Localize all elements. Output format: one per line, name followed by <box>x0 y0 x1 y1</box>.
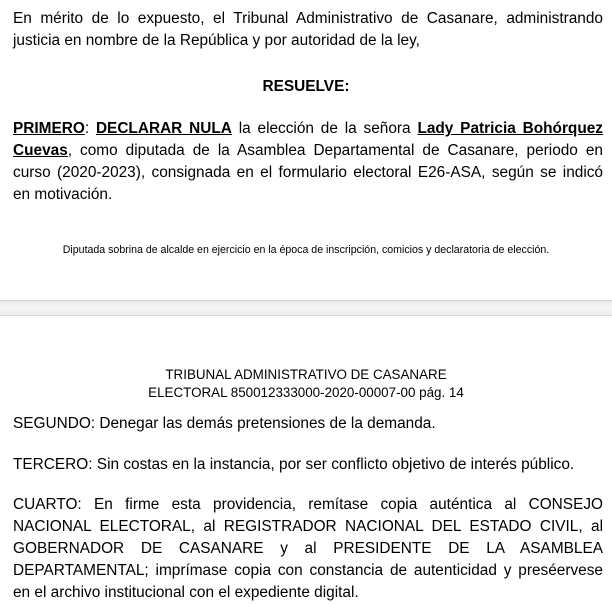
cuarto-paragraph: CUARTO: En firme esta providencia, remítase copia auténtica al CONSEJO NACIONAL ELECTORAL, al REGISTRADOR NACIONAL DEL ESTADO CIVIL, al GOBERNADOR DE CASANARE y al PRESIDENTE DE LA ASAMBLEA DEPARTAMENTAL; imprímase copia con constancia de autenticidad y preséervese en el archivo institucional con el expediente digital. <box>13 496 603 601</box>
header-line-2: ELECTORAL 850012333000-2020-00007-00 pág. 14 <box>148 385 464 400</box>
primero-separator: : <box>84 120 96 137</box>
page-separator <box>0 300 612 316</box>
primero-text-a: la elección de la señora <box>231 120 418 137</box>
document-page-1 <box>0 0 612 300</box>
header-line-1: TRIBUNAL ADMINISTRATIVO DE CASANARE <box>165 367 447 382</box>
footnote: Diputada sobrina de alcalde en ejercicio en la época de inscripción, comicios y declaratoria de elección. <box>62 244 550 256</box>
primero-action: DECLARAR NULA <box>95 120 232 137</box>
primero-paragraph <box>13 118 603 206</box>
tercero-paragraph: TERCERO: Sin costas en la instancia, por ser conflicto objetivo de interés público. <box>13 456 575 473</box>
document-page-2 <box>0 316 612 601</box>
primero-label: PRIMERO <box>13 120 85 137</box>
primero-text-b: , como diputada de la Asamblea Departamental de Casanare, periodo en curso (2020-2023), consignada en el formulario electoral E26-ASA, según se indicó en motivación. <box>13 142 603 203</box>
segundo-paragraph: SEGUNDO: Denegar las demás pretensiones de la demanda. <box>13 415 436 432</box>
primero-name: Lady Patricia Bohórquez Cuevas <box>13 120 603 159</box>
resuelve-heading: RESUELVE: <box>262 78 350 95</box>
intro-paragraph: En mérito de lo expuesto, el Tribunal Administrativo de Casanare, administrando justicia en nombre de la República y por autoridad de la ley, <box>13 10 603 49</box>
